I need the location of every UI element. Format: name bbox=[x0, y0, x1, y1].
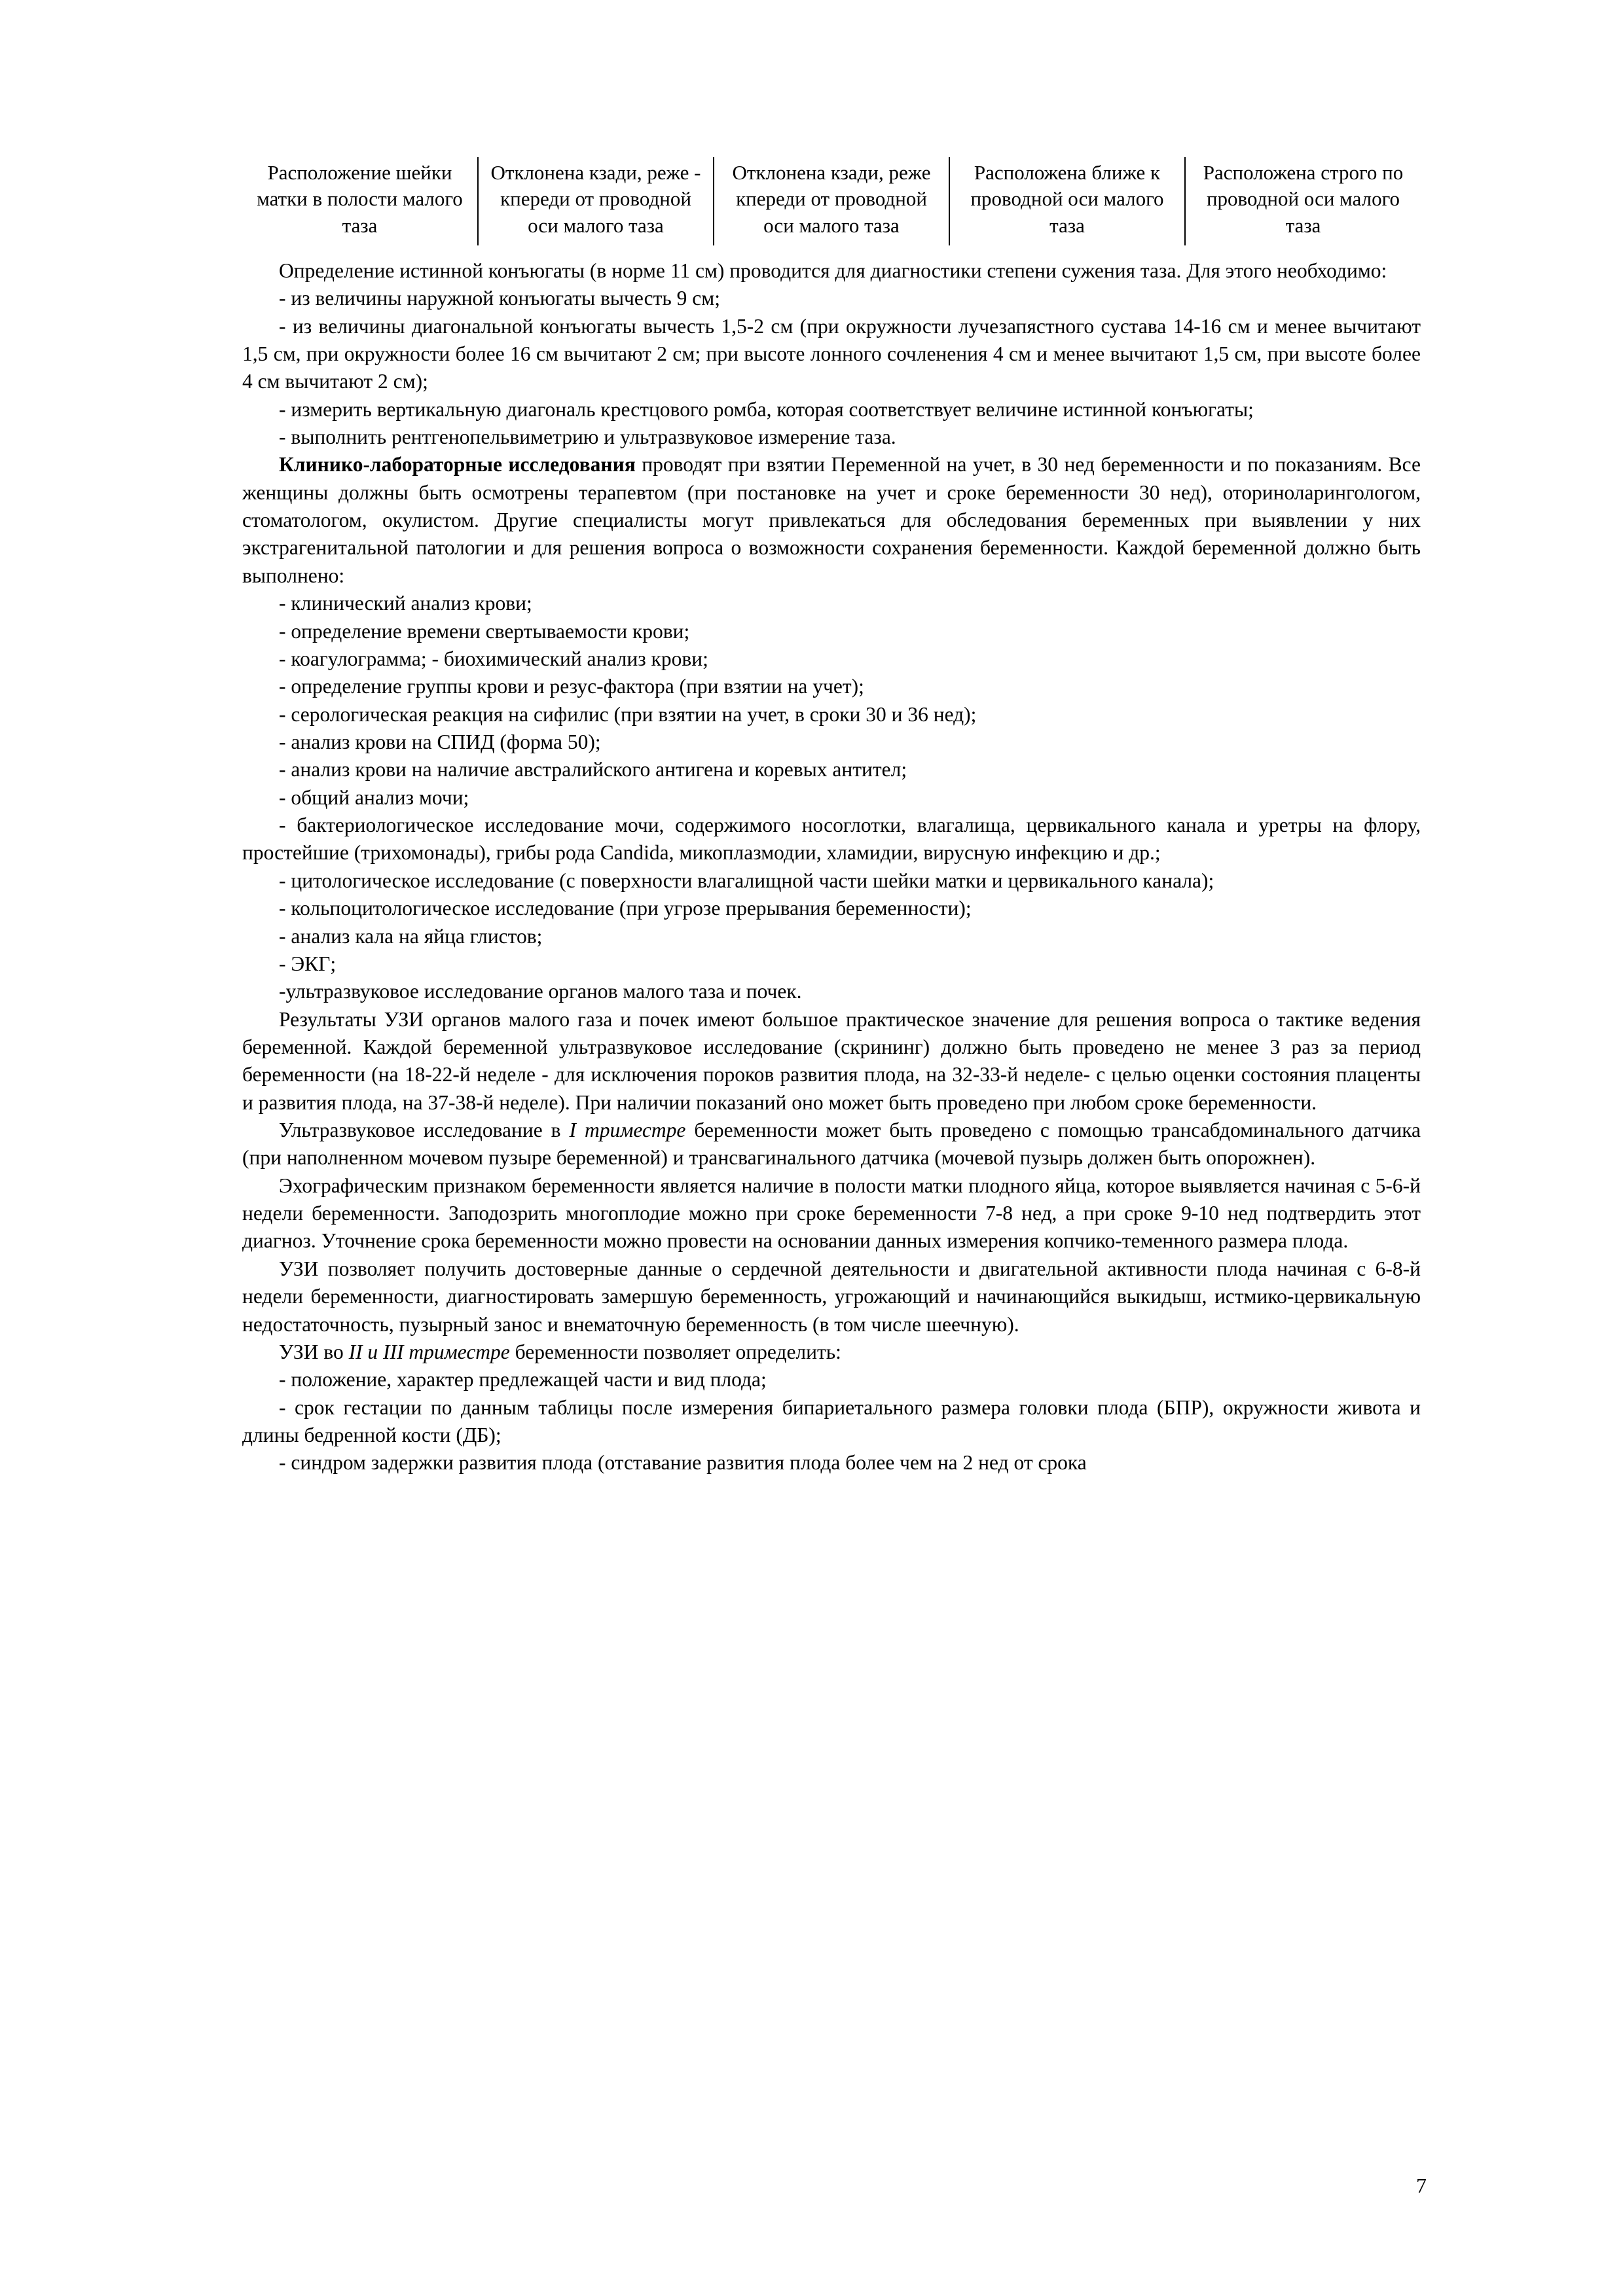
list-item: -ультразвуковое исследование органов малого таза и почек. bbox=[279, 980, 802, 1003]
list-item: - коагулограмма; - биохимический анализ крови; bbox=[279, 647, 708, 670]
clinical-lab-text: проводят при взятии Переменной на учет, в 30 нед беременности и по показаниям. Все женщины должны быть осмотрены терапевтом (при постановке на учет и сроке беременности 30 нед), оториноларингологом, стоматологом, окулистом. Другие специалисты могут привлекаться для обследования беременных при выявлении у них экстрагенитальной патологии и для решения вопроса о возможности сохранения беременности. Каждой беременной должно быть выполнено: bbox=[242, 453, 1421, 587]
paragraph-ultrasound-results: Результаты УЗИ органов малого газа и почек имеют большое практическое значение для решения вопроса о тактике ведения беременной. Каждой беременной ультразвуковое исследование (скрининг) должно быть проведено не менее 3 раз за период беременности (на 18-22-й неделе - для исключения пороков развития плода, на 32-33-й неделе- с целью оценки состояния плаценты и развития плода, на 37-38-й неделе). При наличии показаний оно может быть проведено при любом сроке беременности. bbox=[242, 1007, 1421, 1114]
paragraph-first-trimester bbox=[242, 1117, 1421, 1172]
paragraph-fetal-activity: УЗИ позволяет получить достоверные данные о сердечной деятельности и двигательной активности плода начиная с 6-8-й недели беременности, диагностировать замершую беременность, угрожающий и начинающийся выкидыш, истмико-цервикальную недостаточность, пузырный занос и внематочную беременность (в том числе шеечную). bbox=[242, 1257, 1421, 1336]
trimester-emphasis: II и III триместре bbox=[348, 1340, 510, 1363]
paragraph-echographic-sign: Эхографическим признаком беременности является наличие в полости матки плодного яйца, которое выявляется начиная с 5-6-й недели беременности. Заподозрить многоплодие можно при сроке беременности 7-8 нед, а при сроке 9-10 нед подтвердить этот диагноз. Уточнение срока беременности можно провести на основании данных измерения копчико-теменного размера плода. bbox=[242, 1174, 1421, 1253]
bullet-outer-conjugate: - из величины наружной конъюгаты вычесть 9 см; bbox=[279, 287, 720, 310]
list-item: - анализ крови на СПИД (форма 50); bbox=[279, 730, 601, 753]
list-item: - анализ кала на яйца глистов; bbox=[279, 924, 543, 948]
list-item: - положение, характер предлежащей части и вид плода; bbox=[279, 1368, 767, 1391]
paragraph-clinical-lab bbox=[242, 451, 1421, 590]
list-item: - клинический анализ крови; bbox=[279, 592, 532, 615]
list-item: - синдром задержки развития плода (отставание развития плода более чем на 2 нед от срока bbox=[279, 1451, 1087, 1475]
list-item: - ЭКГ; bbox=[279, 952, 337, 975]
clinical-lab-heading: Клинико-лабораторные исследования bbox=[279, 453, 636, 476]
list-item: - кольпоцитологическое исследование (при угрозе прерывания беременности); bbox=[279, 897, 972, 920]
table-row bbox=[242, 157, 1421, 245]
bullet-pelviometry: - выполнить рентгенопельвиметрию и ультразвуковое измерение таза. bbox=[279, 425, 896, 449]
paragraph-second-third-trimester bbox=[242, 1338, 1421, 1366]
first-trimester-text-a: Ультразвуковое исследование в bbox=[279, 1119, 570, 1142]
list-item: - определение времени свертываемости крови; bbox=[279, 619, 690, 643]
list-item: - анализ крови на наличие австралийского антигена и коревых антител; bbox=[279, 758, 907, 781]
table-cell-2: Отклонена кзади, реже - кпереди от проводной оси малого таза bbox=[478, 157, 714, 245]
list-item: - бактериологическое исследование мочи, содержимого носоглотки, влагалища, цервикального канала и уретры на флору, простейшие (трихомонады), грибы рода Candida, микоплазмодии, хламидии, вирусную инфекцию и др.; bbox=[242, 814, 1421, 865]
list-item: - серологическая реакция на сифилис (при взятии на учет, в сроки 30 и 36 нед); bbox=[279, 702, 977, 726]
table-cell-4: Расположена ближе к проводной оси малого таза bbox=[949, 157, 1185, 245]
table-cell-5: Расположена строго по проводной оси малого таза bbox=[1185, 157, 1421, 245]
list-item: - цитологическое исследование (с поверхности влагалищной части шейки матки и цервикального канала); bbox=[279, 869, 1214, 892]
list-item: - общий анализ мочи; bbox=[279, 785, 469, 809]
first-trimester-text-b: беременности может быть проведено с помощью трансабдоминального датчика (при наполненном мочевом пузыре беременной) и трансвагинального датчика (мочевой пузырь должен быть опорожнен). bbox=[242, 1119, 1421, 1170]
paragraph-true-conjugate: Определение истинной конъюгаты (в норме 11 см) проводится для диагностики степени сужения таза. Для этого необходимо: bbox=[279, 259, 1387, 282]
page-content bbox=[242, 157, 1421, 1477]
table-cell-3: Отклонена кзади, реже кпереди от проводной оси малого таза bbox=[714, 157, 949, 245]
bullet-diagonal-conjugate: - из величины диагональной конъюгаты вычесть 1,5-2 см (при окружности лучезапястного сустава 14-16 см и менее вычитают 1,5 см, при окружности более 16 см вычитают 2 см; при высоте лонного сочленения 4 см и менее вычитают 1,5 см, при высоте более 4 см вычитают 2 см); bbox=[242, 314, 1421, 393]
bullet-rhombus: - измерить вертикальную диагональ крестцового ромба, которая соответствует величине истинной конъюгаты; bbox=[279, 397, 1254, 421]
table-cell-1: Расположение шейки матки в полости малого таза bbox=[242, 157, 478, 245]
list-item: - срок гестации по данным таблицы после измерения бипариетального размера головки плода (БПР), окружности живота и длины бедренной кости (ДБ); bbox=[242, 1395, 1421, 1446]
first-trimester-emphasis: I триместре bbox=[569, 1119, 686, 1142]
trimester-text-b: беременности позволяет определить: bbox=[509, 1340, 841, 1363]
cervix-position-table bbox=[242, 157, 1421, 245]
page-number: 7 bbox=[1416, 2174, 1427, 2197]
list-item: - определение группы крови и резус-фактора (при взятии на учет); bbox=[279, 675, 864, 698]
trimester-text-a: УЗИ во bbox=[279, 1340, 349, 1363]
